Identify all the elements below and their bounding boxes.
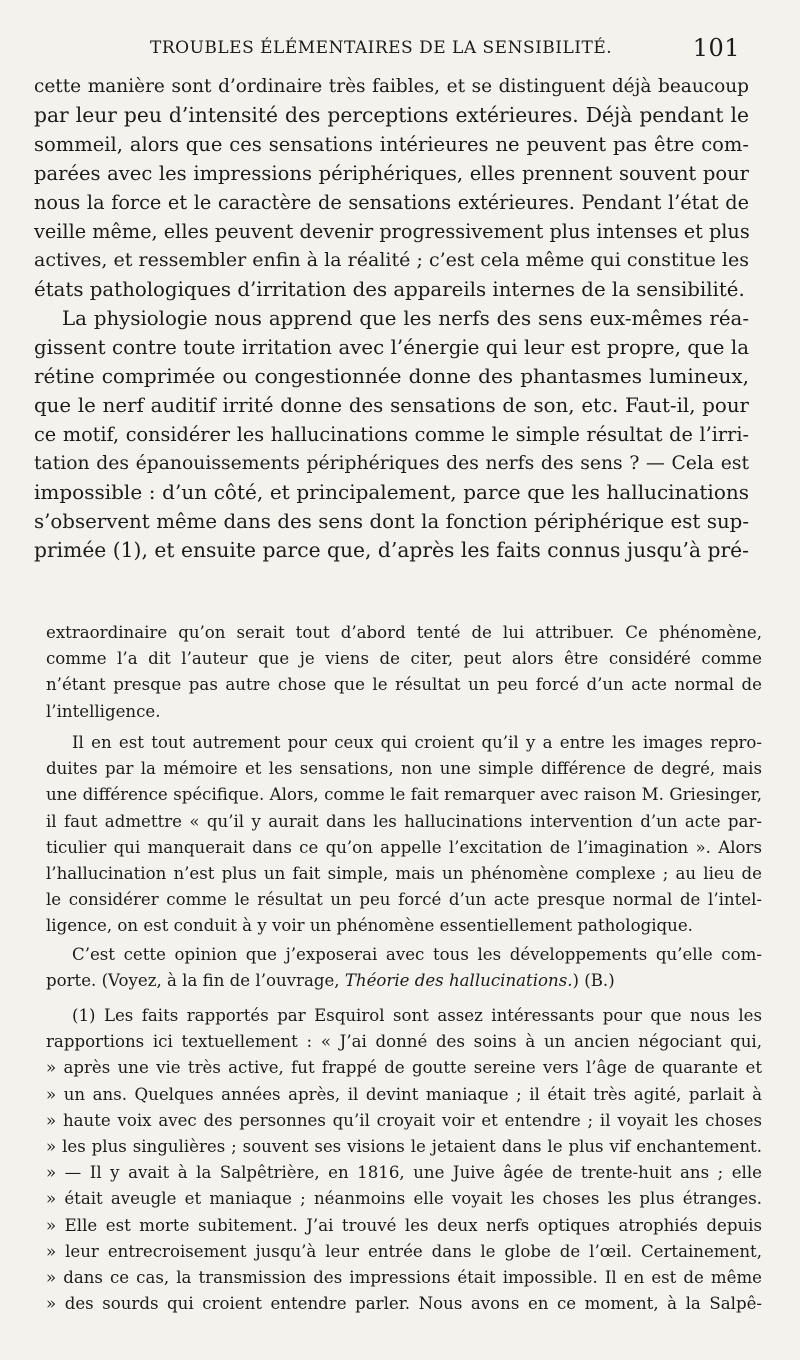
footnote-line: Il en est tout autrement pour ceux qui croient qu’il y a entre les images repro- (72, 733, 762, 752)
footnote-line: » haute voix avec des personnes qu’il croyait voir et entendre ; il voyait les choses (46, 1110, 762, 1130)
footnote-continuation (46, 620, 762, 725)
footnote-line: » un ans. Quelques années après, il devint maniaque ; il était très agité, parlait à (46, 1084, 762, 1104)
footnote-line: » — Il y avait à la Salpêtrière, en 1816, une Juive âgée de trente-huit ans ; elle (46, 1163, 762, 1183)
footnote-line: rapportions ici textuellement : « J’ai donné des soins à un ancien négociant qui, (46, 1032, 762, 1052)
main-line: impossible : d’un côté, et principalement, parce que les hallucinations (34, 480, 749, 504)
running-title: TROUBLES ÉLÉMENTAIRES DE LA SENSIBILITÉ. (150, 38, 613, 58)
footnote-line: » dans ce cas, la transmission des impressions était impossible. Il en est de même (46, 1267, 762, 1287)
main-line: par leur peu d’intensité des perceptions extérieures. Déjà pendant le (34, 103, 749, 127)
page-header (150, 36, 740, 66)
footnote-paragraph (46, 942, 762, 994)
main-line: tation des épanouissements périphériques des nerfs des sens ? — Cela est (34, 453, 749, 474)
main-line: états pathologiques d’irritation des appareils internes de la sensibilité. (34, 278, 745, 301)
author-signature: (B.) (584, 971, 615, 991)
main-line: primée (1), et ensuite parce que, d’après les faits connus jusqu’à pré- (34, 538, 749, 562)
footnote-line: comme l’a dit l’auteur que je viens de citer, peut alors être considéré comme (46, 649, 762, 669)
main-line: ce motif, considérer les hallucinations comme le simple résultat de l’irri- (34, 423, 749, 446)
footnote-1 (46, 1003, 762, 1317)
main-line: actives, et ressembler enfin à la réalité ; c’est cela même qui constitue les (34, 249, 749, 271)
footnote-text: porte. (Voyez, à la fin de l’ouvrage, (46, 971, 345, 991)
footnote-line: le considérer comme le résultat un peu forcé d’un acte presque normal de l’intel- (46, 890, 762, 910)
main-line: cette manière sont d’ordinaire très faibles, et se distinguent déjà beaucoup (34, 76, 749, 97)
footnote-line: » était aveugle et maniaque ; néanmoins elle voyait les choses les plus étranges. (46, 1189, 762, 1209)
main-line: parées avec les impressions périphériques, elles prennent souvent pour (34, 162, 749, 185)
main-line: que le nerf auditif irrité donne des sensations de son, etc. Faut-il, pour (34, 394, 749, 417)
footnote-line: » leur entrecroisement jusqu’à leur entrée dans le globe de l’œil. Certainement, (46, 1241, 762, 1261)
main-line: veille même, elles peuvent devenir progressivement plus intenses et plus (34, 220, 750, 243)
main-line: sommeil, alors que ces sensations intérieures ne peuvent pas être com- (34, 133, 749, 156)
main-line: nous la force et le caractère de sensations extérieures. Pendant l’état de (34, 191, 749, 214)
footnote-text: ) (572, 971, 579, 991)
footnote-line: extraordinaire qu’on serait tout d’abord tenté de lui attribuer. Ce phénomène, (46, 623, 762, 642)
footnote-reference (46, 971, 579, 990)
footnote-line: » les plus singulières ; souvent ses visions le jetaient dans le plus vif enchantement. (46, 1136, 762, 1156)
footnote-line: C’est cette opinion que j’exposerai avec tous les développements qu’elle com- (72, 945, 762, 964)
main-line: gissent contre toute irritation avec l’énergie qui leur est propre, que la (34, 336, 749, 359)
page-number: 101 (692, 34, 740, 62)
footnote-line: il faut admettre « qu’il y aurait dans les hallucinations intervention d’un acte par- (46, 811, 762, 831)
footnote-line: » des sourds qui croient entendre parler. Nous avons en ce moment, à la Salpê- (46, 1294, 762, 1314)
footnote-line: » Elle est morte subitement. J’ai trouvé les deux nerfs optiques atrophiés depuis (46, 1215, 762, 1235)
footnote-paragraph (46, 730, 762, 940)
footnote-line: » après une vie très active, fut frappé de goutte sereine vers l’âge de quarante et (46, 1058, 762, 1078)
main-text (34, 72, 749, 565)
footnote-line: l’hallucination n’est plus un fait simple, mais un phénomène complexe ; au lieu de (46, 863, 762, 883)
footnote-line (46, 968, 762, 994)
footnote-line: une différence spécifique. Alors, comme le fait remarquer avec raison M. Griesinger, (46, 785, 762, 805)
main-line: La physiologie nous apprend que les nerfs des sens eux-mêmes réa- (62, 307, 749, 330)
footnote-line: l’intelligence. (46, 701, 161, 721)
footnote-line: ligence, on est conduit à y voir un phénomène essentiellement pathologique. (46, 916, 693, 936)
footnote-line: duites par la mémoire et les sensations, non une simple différence de degré, mais (46, 759, 762, 779)
footnote-line: n’étant presque pas autre chose que le résultat un peu forcé d’un acte normal de (46, 675, 762, 695)
main-line: rétine comprimée ou congestionnée donne des phantasmes lumineux, (34, 364, 749, 388)
book-title-italic: Théorie des hallucinations. (344, 971, 573, 991)
footnote-line: ticulier qui manquerait dans ce qu’on appelle l’excitation de l’imagination ». Alors (46, 837, 762, 857)
footnote-line: (1) Les faits rapportés par Esquirol sont assez intéressants pour que nous les (72, 1006, 762, 1025)
main-line: s’observent même dans des sens dont la fonction périphérique est sup- (34, 510, 749, 533)
